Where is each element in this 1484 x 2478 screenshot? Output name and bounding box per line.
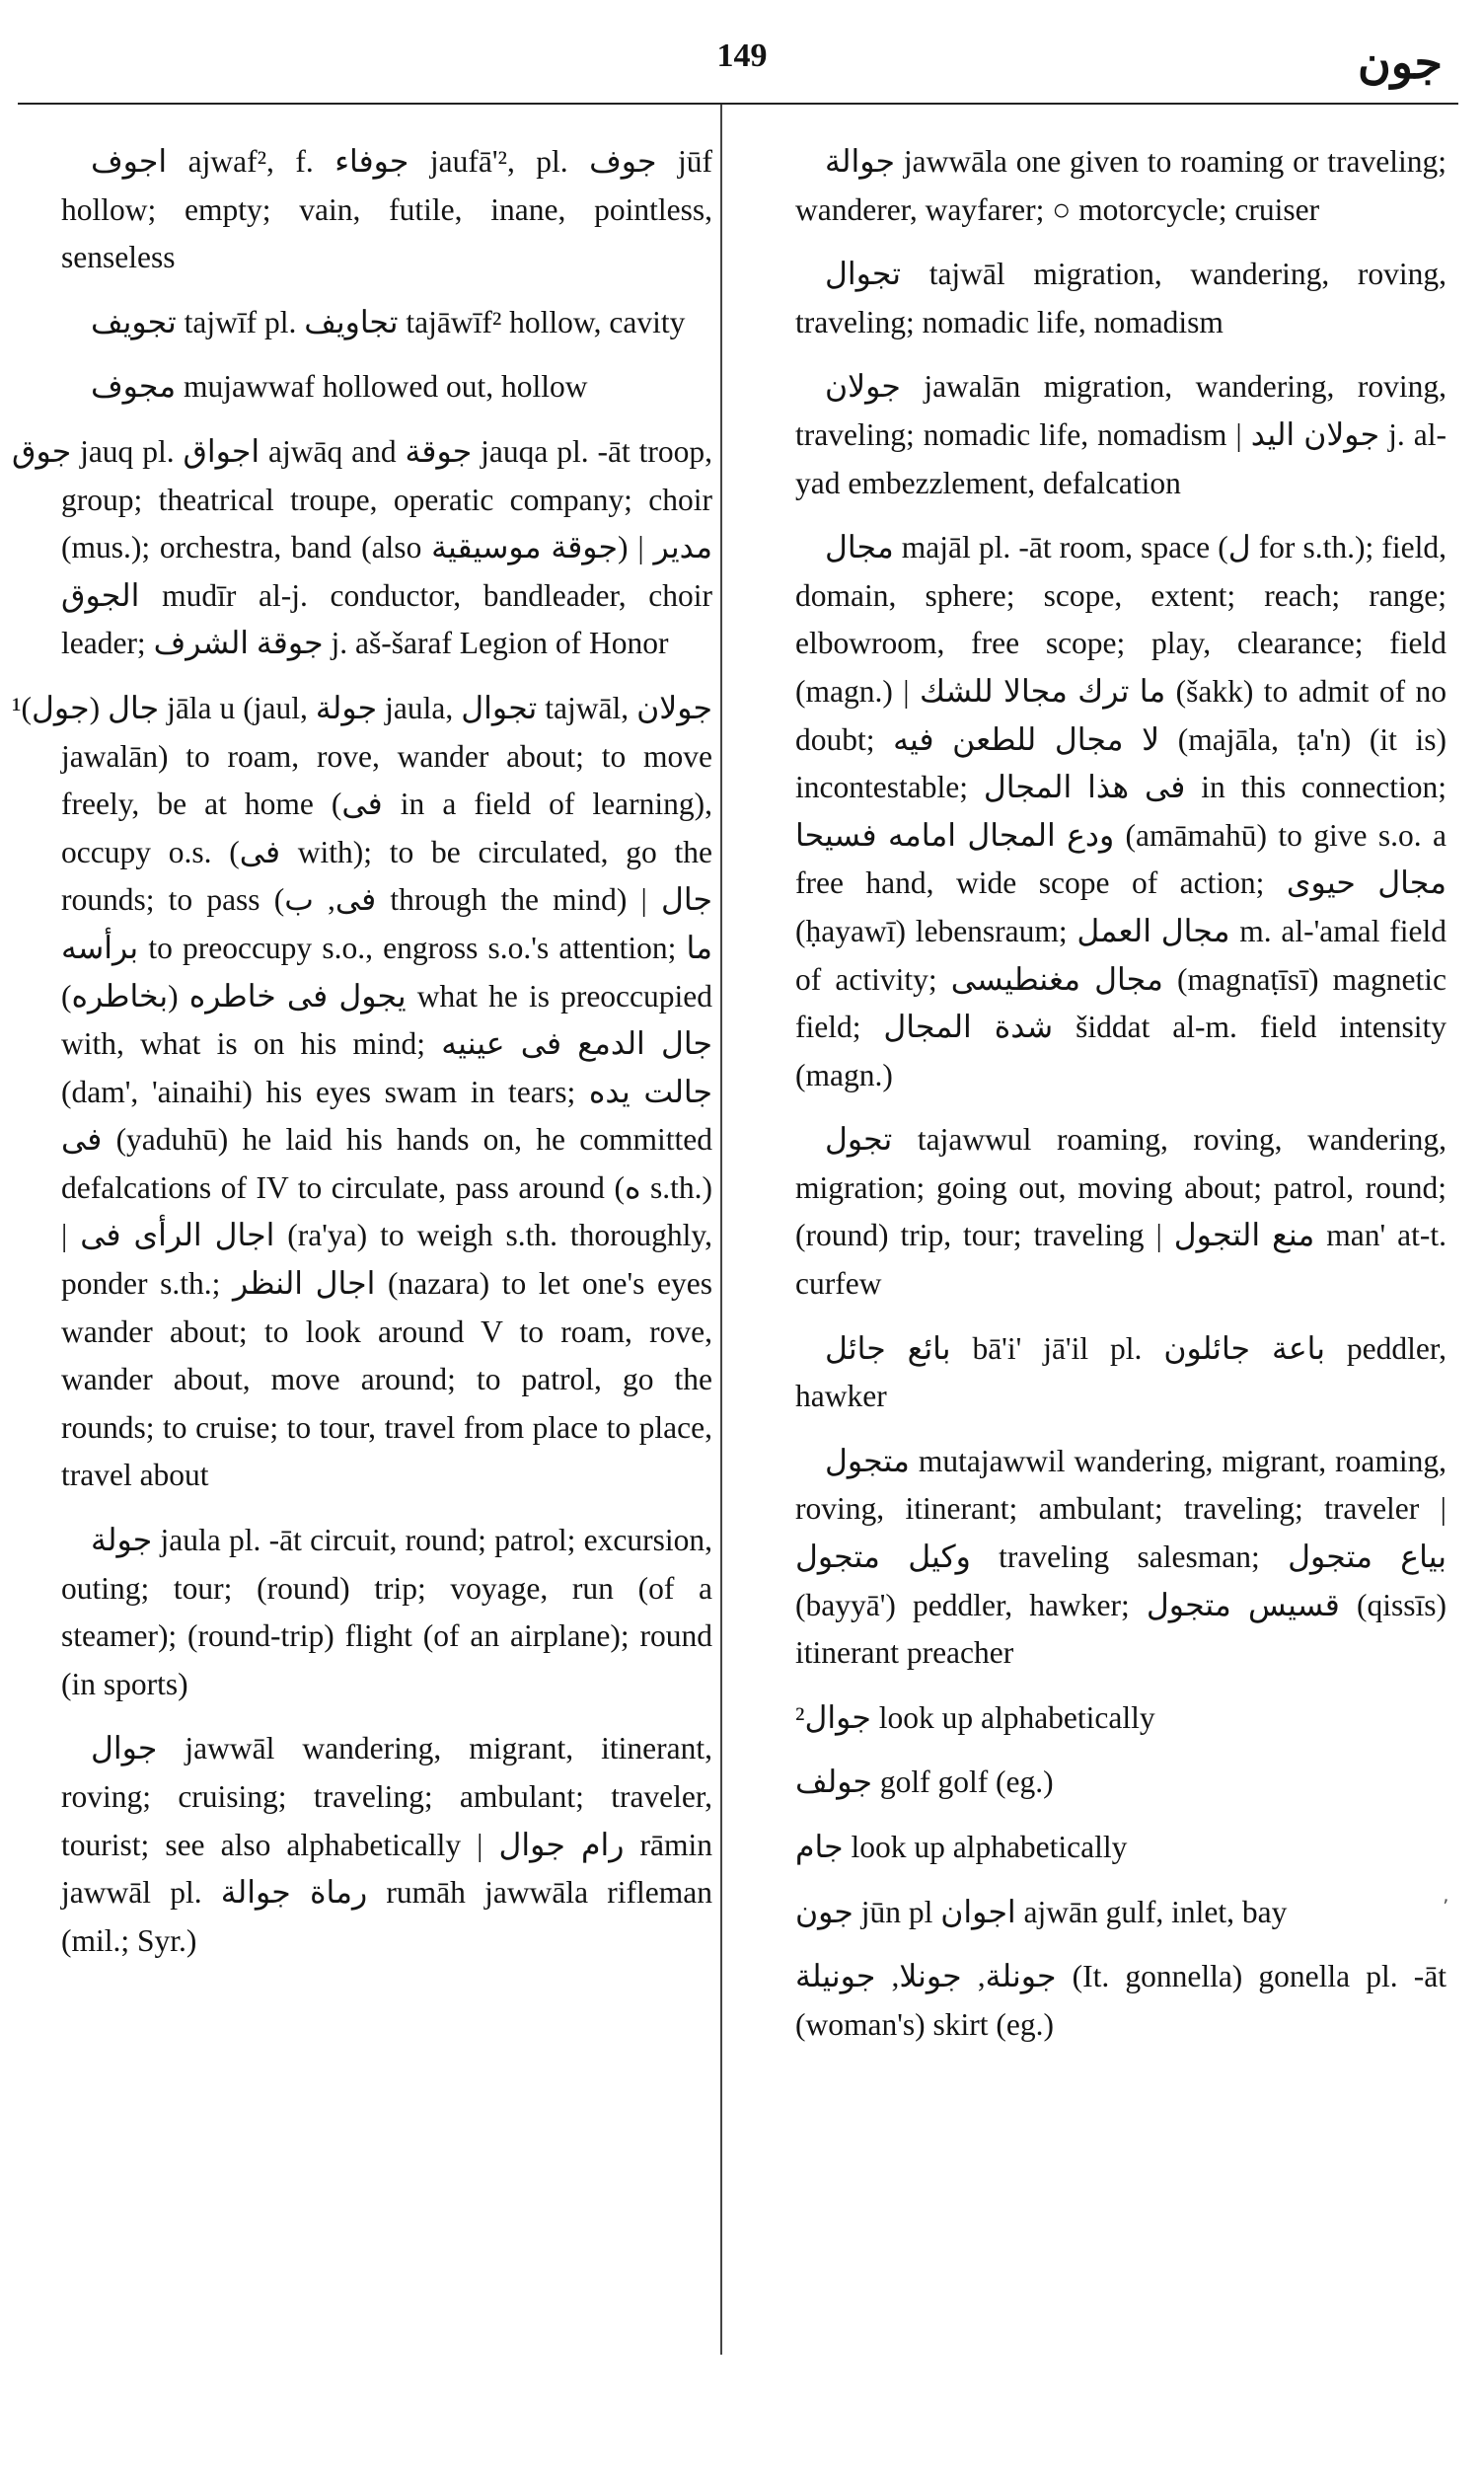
column-divider — [720, 105, 722, 2355]
dictionary-entry: جام look up alphabetically — [795, 1830, 1128, 1864]
dictionary-entry: اجوف ajwaf², f. جوفاء jaufā'², pl. جوف jūf hollow; empty; vain, futile, inane, pointless, senseless — [61, 144, 712, 275]
running-head: جون — [1358, 38, 1443, 88]
page-number: 149 — [716, 38, 768, 74]
left-column — [12, 138, 713, 1982]
header-rule — [18, 103, 1458, 105]
dictionary-entry: جوالة jawwāla one given to roaming or traveling; wanderer, wayfarer; ○ motorcycle; cruiser — [795, 144, 1447, 227]
dictionary-entry: ¹(جول) جال jāla u (jaul, جولة jaula, تجوال tajwāl, جولان jawalān) to roam, rove, wander about; to move freely, be at home (فى in a field of learning), occupy o.s. (فى with); to be circulated, go the rounds; to pass (فى, ب through the mind) | جال برأسه to preoccupy s.o., engross s.o.'s attention; ما يجول فى خاطره (بخاطره) what he is preoccupied with, what is on his mind; جال الدمع فى عينيه (dam', 'ainaihi) his eyes swam in tears; جالت يده فى (yaduhū) he laid his hands on, he committed defalcations of IV to circulate, pass around (ه s.th.) | اجال الرأى فى (ra'ya) to weigh s.th. thoroughly, ponder s.th.; اجال النظر (nazara) to let one's eyes wander about; to look around V to roam, rove, wander about, move around; to patrol, go the rounds; to cruise; to tour, travel from place to place, travel about — [12, 690, 713, 1493]
dictionary-entry: جونلة, جونلا, جونيلة (It. gonnella) gonella pl. -āt (woman's) skirt (eg.) — [795, 1959, 1447, 2042]
dictionary-entry: متجول mutajawwil wandering, migrant, roaming, roving, itinerant; ambulant; traveling; traveler | وكيل متجول traveling salesman; بياع متجول (bayyā') peddler, hawker; قسيس متجول (qissīs) itinerant preacher — [795, 1443, 1447, 1671]
dictionary-entry: ²جوال look up alphabetically — [795, 1699, 1155, 1735]
dictionary-entry: مجوف mujawwaf hollowed out, hollow — [91, 369, 588, 405]
dictionary-entry: جولف golf golf (eg.) — [795, 1765, 1054, 1800]
dictionary-entry: جولان jawalān migration, wandering, roving, traveling; nomadic life, nomadism | جولان اليد j. al-yad embezzlement, defalcation — [795, 369, 1447, 500]
dictionary-entry: تجويف tajwīf pl. تجاويف tajāwīf² hollow, cavity — [91, 304, 686, 339]
dictionary-entry: جون jūn pl اجوان ajwān gulf, inlet, bay — [795, 1894, 1288, 1929]
dictionary-entry: تجول tajawwul roaming, roving, wandering, migration; going out, moving about; patrol, round; (round) trip, tour; traveling | منع التجول man' at-t. curfew — [795, 1122, 1447, 1302]
margin-mark: ٬ — [1443, 1897, 1449, 1918]
right-column — [795, 138, 1447, 2065]
dictionary-entry: مجال majāl pl. -āt room, space (ل for s.th.); field, domain, sphere; scope, extent; reach; range; elbowroom, free scope; play, clearance; field (magn.) | ما ترك مجالا للشك (šakk) to admit of no doubt; لا مجال للطعن فيه (majāla, ṭa'n) (it is) incontestable; فى هذا المجال in this connection; ودع المجال امامه فسيحا (amāmahū) to give s.o. a free hand, wide scope of action; مجال حيوى (ḥayawī) lebensraum; مجال العمل m. al-'amal field of activity; مجال مغنطيسى (magnaṭīsī) magnetic field; شدة المجال šiddat al-m. field intensity (magn.) — [795, 530, 1447, 1092]
dictionary-entry: جوال jawwāl wandering, migrant, itinerant, roving; cruising; traveling; ambulant; traveler, tourist; see also alphabetically | رام جوال rāmin jawwāl pl. رماة جوالة rumāh jawwāla rifleman (mil.; Syr.) — [61, 1731, 712, 1958]
dictionary-entry: جوق jauq pl. اجواق ajwāq and جوقة jauqa pl. -āt troop, group; theatrical troupe, operatic company; choir (mus.); orchestra, band (also جوقة موسيقية) | مدير الجوق mudīr al-j. conductor, bandleader, choir leader; جوقة الشرف j. aš-šaraf Legion of Honor — [12, 433, 712, 661]
dictionary-entry: جولة jaula pl. -āt circuit, round; patrol; excursion, outing; tour; (round) trip; voyage, run (of a steamer); (round-trip) flight (of an airplane); round (in sports) — [61, 1523, 712, 1701]
dictionary-entry: بائع جائل bā'i' jā'il pl. باعة جائلون peddler, hawker — [795, 1330, 1447, 1414]
dictionary-entry: تجوال tajwāl migration, wandering, roving, traveling; nomadic life, nomadism — [795, 257, 1447, 339]
